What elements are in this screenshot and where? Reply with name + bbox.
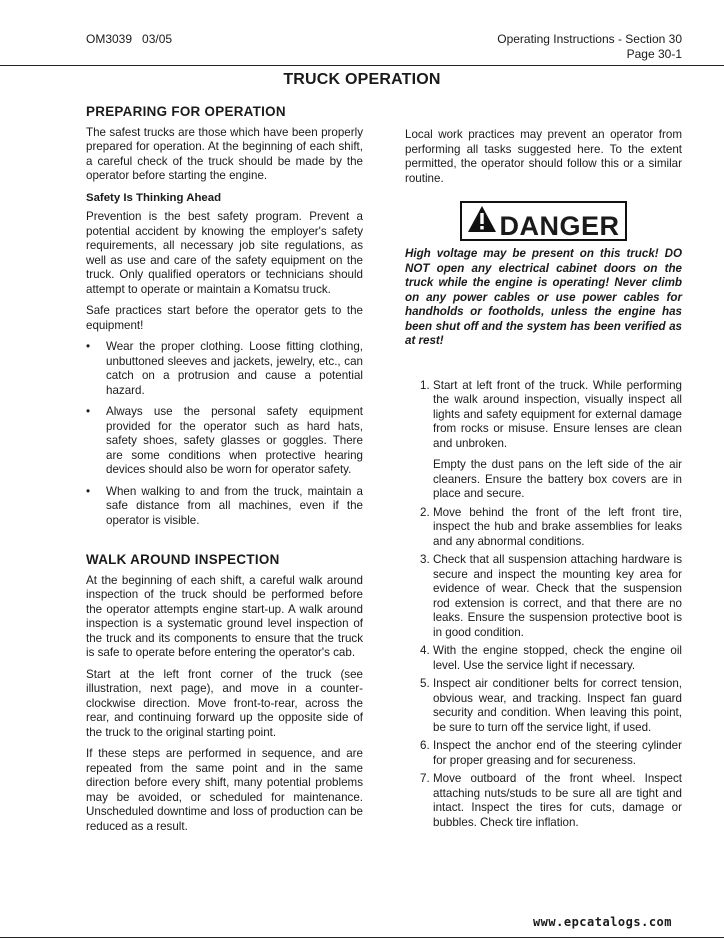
step-number: 1.	[420, 378, 430, 392]
step-text: Inspect the anchor end of the steering cylinder for proper greasing and for secureness.	[433, 739, 682, 767]
step-number: 6.	[420, 739, 430, 752]
walk-around-p2: Start at the left front corner of the truck (see illustration, next page), and move in a counter-clockwise direction. Move front-to-rear, across the rear, and continuing forward up the opposite side of the truck to the original starting point.	[86, 667, 363, 739]
step-text: Check that all suspension attaching hardware is secure and inspect the mounting key area for evidence of wear. Check that the suspension rod extension is correct, and that there are no leaks. Ensure the suspension protective boot is in good condition.	[433, 553, 682, 639]
list-item	[420, 677, 682, 735]
list-item	[420, 379, 682, 502]
danger-box	[460, 201, 626, 241]
step-number: 4.	[420, 644, 430, 657]
document-code: OM3039 03/05	[86, 32, 173, 46]
step-number: 7.	[420, 772, 430, 785]
list-item	[86, 340, 363, 398]
danger-sign	[405, 201, 682, 241]
safety-bullet-list	[86, 340, 363, 528]
bullet-icon: •	[86, 484, 91, 498]
step-number: 2.	[420, 505, 430, 519]
safety-subheading: Safety Is Thinking Ahead	[86, 191, 222, 204]
step-subtext: Empty the dust pans on the left side of the air cleaners. Ensure the battery box covers are in place and secure.	[433, 458, 682, 500]
step-text: Inspect air conditioner belts for correct tension, obvious wear, and tracking. Inspect fan guard security and condition. When leaving this point, be sure to turn off the service light, if used.	[433, 677, 682, 734]
list-item	[86, 485, 363, 529]
section-label: Operating Instructions - Section 30	[497, 32, 682, 46]
step-text: Start at left front of the truck. While performing the walk around inspection, visually inspect all lights and safety equipment for external damage from rocks or misuse. Ensure lenses are clean and unbroken.	[433, 378, 682, 450]
local-practices-paragraph: Local work practices may prevent an operator from performing all tasks suggested here. To the extent permitted, the operator should follow this or a similar routine.	[405, 128, 682, 185]
page-title: TRUCK OPERATION	[283, 71, 441, 88]
step-number: 3.	[420, 553, 430, 566]
safe-practices-paragraph: Safe practices start before the operator gets to the equipment!	[86, 304, 363, 332]
prevention-paragraph: Prevention is the best safety program. Prevent a potential accident by knowing the employer's safety requirements, all necessary job site regulations, as well as use and care of the safety equipment on the truck. Only qualified operators or technicians should attempt to operate or maintain a Komatsu truck.	[86, 210, 363, 296]
list-item	[420, 644, 682, 673]
step-text: Move behind the front of the left front tire, inspect the hub and brake assemblies for leaks and any abnormal conditions.	[433, 505, 682, 548]
preparing-intro: The safest trucks are those which have been properly prepared for operation. At the beginning of each shift, a careful check of the truck should be made by the operator before starting the engine.	[86, 125, 363, 182]
bullet-text: Wear the proper clothing. Loose fitting clothing, unbuttoned sleeves and jackets, jewelry, etc., can catch on a protrusion and cause a potential hazard.	[106, 340, 363, 397]
right-column	[405, 128, 682, 834]
bullet-icon: •	[86, 405, 91, 418]
section-header	[497, 32, 682, 62]
bullet-text: Always use the personal safety equipment provided for the operator such as hard hats, safety shoes, safety glasses or goggles. There are some conditions when protective hearing devices should also be worn for operator safety.	[106, 405, 363, 476]
list-item	[420, 553, 682, 640]
walk-around-p1: At the beginning of each shift, a careful walk around inspection of the truck should be performed before the operator attempts engine start-up. A walk around inspection is a systematic ground level inspection of the truck and its components to ensure that the truck is safe to operate before entering the operator's cab.	[86, 573, 363, 659]
walk-around-p3: If these steps are performed in sequence, and are repeated from the same point and in the same direction before every shift, many potential problems may be avoided, or scheduled for maintenance. Unscheduled downtime and loss of production can be reduced as a result.	[86, 747, 363, 833]
danger-label: DANGER	[499, 210, 620, 241]
list-item	[420, 506, 682, 550]
step-text: With the engine stopped, check the engine oil level. Use the service light if necessary.	[433, 644, 682, 672]
warning-triangle-icon	[467, 205, 497, 246]
high-voltage-warning: High voltage may be present on this truck! DO NOT open any electrical cabinet doors on the truck while the engine is operating! Never climb on any power cables or use power cables for handholds or footholds, unless the engine has been shut off and the system has been verified as at rest!	[405, 247, 682, 347]
left-column	[86, 105, 363, 841]
walk-around-heading: WALK AROUND INSPECTION	[86, 552, 280, 567]
bullet-text: When walking to and from the truck, maintain a safe distance from all machines, even if the operator is visible.	[106, 484, 363, 527]
page-number: Page 30-1	[626, 47, 682, 61]
step-number: 5.	[420, 677, 430, 690]
list-item	[86, 405, 363, 478]
preparing-heading: PREPARING FOR OPERATION	[86, 104, 286, 119]
footer-rule	[0, 937, 724, 938]
bullet-icon: •	[86, 340, 91, 353]
list-item	[420, 772, 682, 830]
list-item	[420, 739, 682, 768]
inspection-steps	[405, 379, 682, 831]
footer-watermark-link[interactable]: www.epcatalogs.com	[532, 915, 672, 929]
header-rule	[0, 65, 724, 66]
step-text: Move outboard of the front wheel. Inspect attaching nuts/studs to be sure all are tight and intact. Inspect the tires for cuts, damage or bubbles. Check tire inflation.	[433, 772, 682, 829]
